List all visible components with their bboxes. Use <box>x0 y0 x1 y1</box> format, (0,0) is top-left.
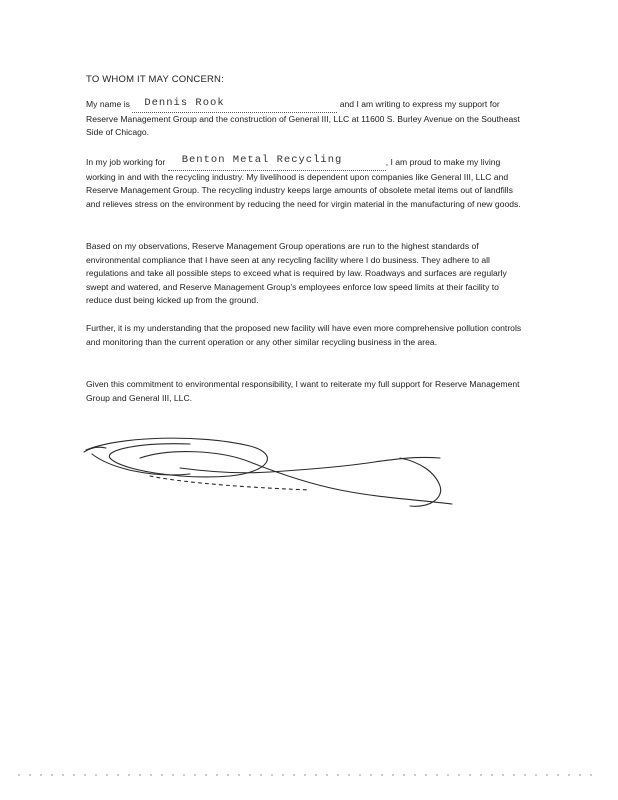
employment-prefix: In my job working for <box>86 157 166 167</box>
name-field <box>132 98 337 113</box>
salutation: TO WHOM IT MAY CONCERN: <box>86 74 224 85</box>
employment-suffix: , I am proud to make my living working in and with the recycling industry. My livelihood is dependent upon companies like General III, LLC and Reserve Management Group. The recycling industry keeps large amounts of obsolete metal items out of landfills and relieves stress on the environment by reducing the need for virgin material in the manufacturing of new goods. <box>86 157 521 209</box>
signature <box>80 428 460 518</box>
paragraph-employment <box>86 156 526 211</box>
name-value: Dennis Rook <box>144 97 225 109</box>
paragraph-observations: Based on my observations, Reserve Management Group operations are run to the highest standards of environmental compliance that I have seen at any recycling facility where I do business. They adhere to all regulations and take all possible steps to exceed what is required by law. Roadways and surfaces are regularly swept and watered, and Reserve Management Group's employees enforce low speed limits at their facility to reduce dust being kicked up from the ground. <box>86 241 507 306</box>
paragraph-support: Given this commitment to environmental responsibility, I want to reiterate my full support for Reserve Management Group and General III, LLC. <box>86 379 520 403</box>
intro-suffix: and I am writing to express my support for Reserve Management Group and the construction of General III, LLC at 11600 S. Burley Avenue on the Southeast Side of Chicago. <box>86 99 520 138</box>
scan-edge-artifact <box>0 772 618 778</box>
paragraph-introduction <box>86 98 526 140</box>
company-field <box>168 156 386 171</box>
paragraph-new-facility: Further, it is my understanding that the proposed new facility will have even more comprehensive pollution controls and monitoring than the current operation or any other similar recycling business in the area. <box>86 323 522 347</box>
company-value: Benton Metal Recycling <box>181 154 343 166</box>
intro-prefix: My name is <box>86 99 130 109</box>
